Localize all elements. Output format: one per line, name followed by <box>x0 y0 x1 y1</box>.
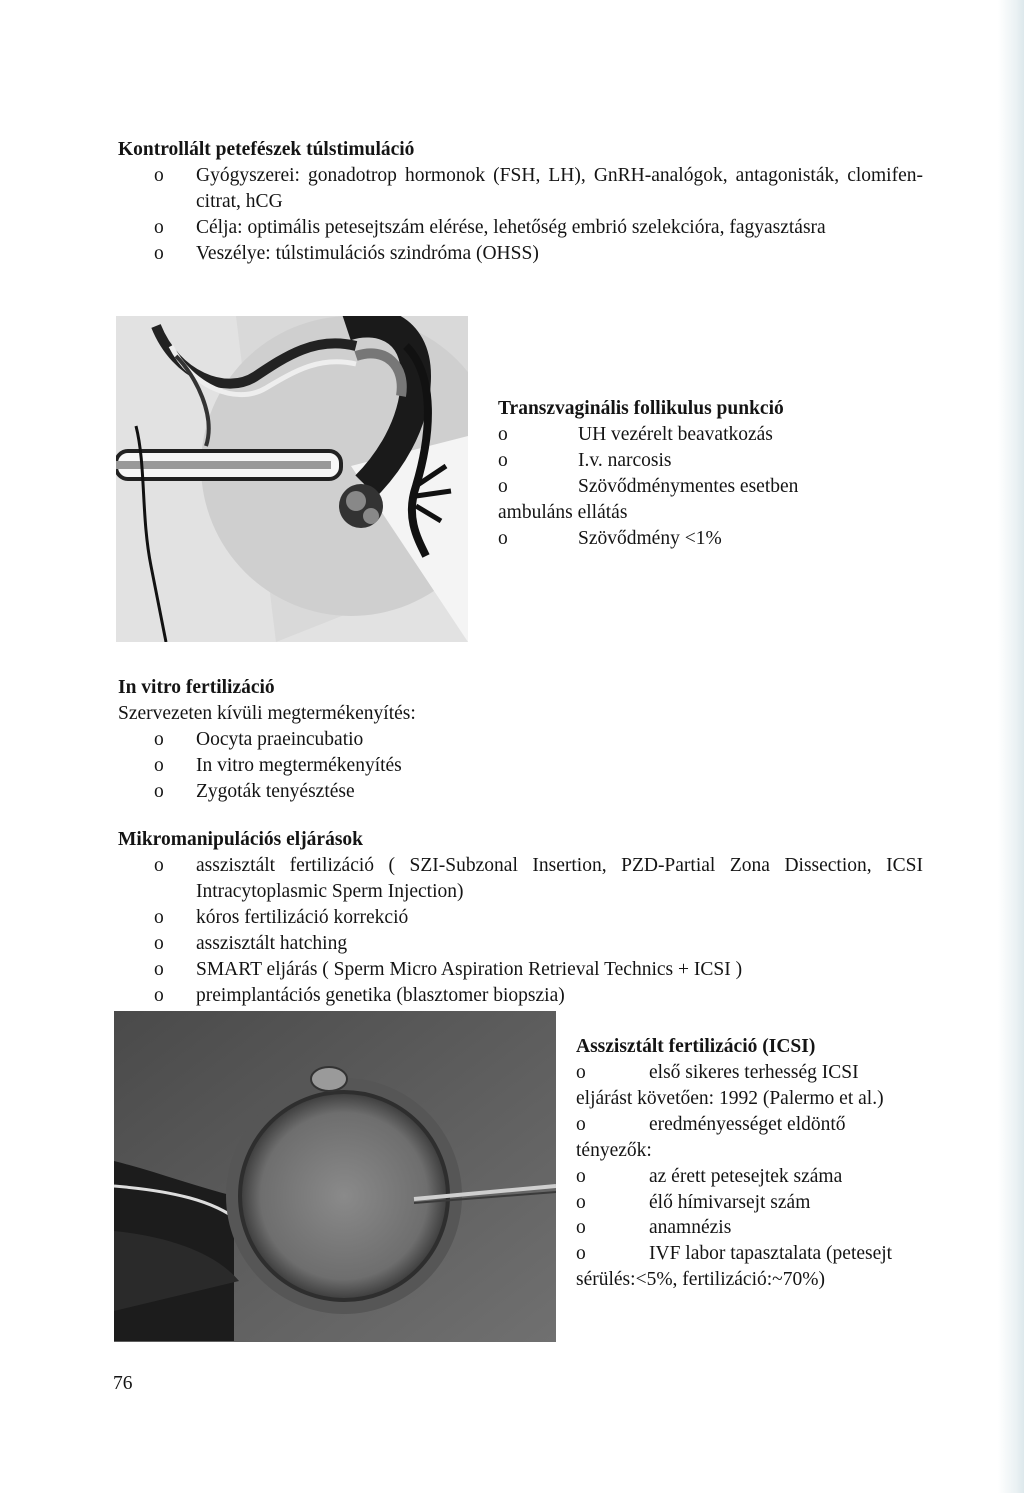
section-heading: Transzvaginális follikulus punkció <box>498 398 784 419</box>
section-heading: Asszisztált fertilizáció (ICSI) <box>576 1036 816 1057</box>
list-item <box>576 1215 906 1241</box>
bullet-list <box>118 163 923 267</box>
list-item-text: I.v. narcosis <box>578 449 672 471</box>
list-item: o Zygoták tenyésztése <box>118 779 923 805</box>
list-item <box>576 1060 906 1112</box>
list-item: o asszisztált fertilizáció ( SZI-Subzonal Insertion, PZD-Partial Zona Dissection, ICSI Intracytoplasmic Sperm Injection) <box>118 853 923 905</box>
list-item-text: Szövődmény <1% <box>578 527 722 549</box>
section-mikromanipulacios <box>118 827 923 1008</box>
list-item: o preimplantációs genetika (blasztomer biopszia) <box>118 983 923 1009</box>
section-heading: Mikromanipulációs eljárások <box>118 829 364 850</box>
list-item-text: élő hímivarsejt szám <box>649 1191 811 1213</box>
list-item-text: az érett petesejtek száma <box>649 1165 843 1187</box>
section-in-vitro <box>118 675 923 805</box>
bullet-marker: o <box>498 527 508 549</box>
section-icsi <box>576 1034 906 1293</box>
list-item: o asszisztált hatching <box>118 931 923 957</box>
list-item <box>576 1112 906 1164</box>
section-heading: In vitro fertilizáció <box>118 677 275 698</box>
list-item: o Célja: optimális petesejtszám elérése, lehetőség embrió szelekcióra, fagyasztásra <box>118 215 923 241</box>
list-item <box>498 474 843 526</box>
bullet-marker: o <box>576 1191 586 1213</box>
list-item-text: Szövődménymentes esetben ambuláns ellátás <box>498 475 799 523</box>
bullet-marker: o <box>498 423 508 445</box>
list-item: o Veszélye: túlstimulációs szindróma (OHSS) <box>118 241 923 267</box>
section-heading: Kontrollált petefészek túlstimuláció <box>118 139 415 160</box>
list-item-text: IVF labor tapasztalata (petesejt sérülés:<5%, fertilizáció:~70%) <box>576 1243 893 1291</box>
list-item <box>498 422 843 448</box>
section-kontrollalt <box>118 137 923 267</box>
list-item: o kóros fertilizáció korrekció <box>118 905 923 931</box>
bullet-list <box>118 727 923 805</box>
bullet-marker: o <box>576 1217 586 1239</box>
list-item-text: első sikeres terhesség ICSI eljárást követően: 1992 (Palermo et al.) <box>576 1061 884 1109</box>
list-item <box>576 1164 906 1190</box>
scan-edge <box>998 0 1024 1493</box>
list-item: o In vitro megtermékenyítés <box>118 753 923 779</box>
bullet-marker: o <box>576 1243 586 1265</box>
section-transzvaginalis <box>498 396 843 552</box>
list-item-text: UH vezérelt beavatkozás <box>578 423 773 445</box>
follicle-puncture-illustration <box>116 316 468 642</box>
list-item: o SMART eljárás ( Sperm Micro Aspiration Retrieval Technics + ICSI ) <box>118 957 923 983</box>
list-item <box>498 526 843 552</box>
bullet-marker: o <box>576 1113 586 1135</box>
page-number: 76 <box>113 1373 133 1394</box>
icsi-micrograph <box>114 1011 556 1342</box>
list-item-text: eredményességet eldöntő tényezők: <box>576 1113 846 1161</box>
bullet-marker: o <box>576 1061 586 1083</box>
section-intro: Szervezeten kívüli megtermékenyítés: <box>118 702 416 724</box>
bullet-marker: o <box>576 1165 586 1187</box>
list-item <box>498 448 843 474</box>
list-item <box>576 1241 906 1293</box>
bullet-marker: o <box>498 475 508 497</box>
list-item-text: anamnézis <box>649 1217 732 1239</box>
bullet-marker: o <box>498 449 508 471</box>
list-item: o Oocyta praeincubatio <box>118 727 923 753</box>
list-item <box>576 1190 906 1216</box>
list-item: o Gyógyszerei: gonadotrop hormonok (FSH, LH), GnRH-analógok, antagonisták, clomifen-citrat, hCG <box>118 163 923 215</box>
bullet-list <box>118 853 923 1009</box>
